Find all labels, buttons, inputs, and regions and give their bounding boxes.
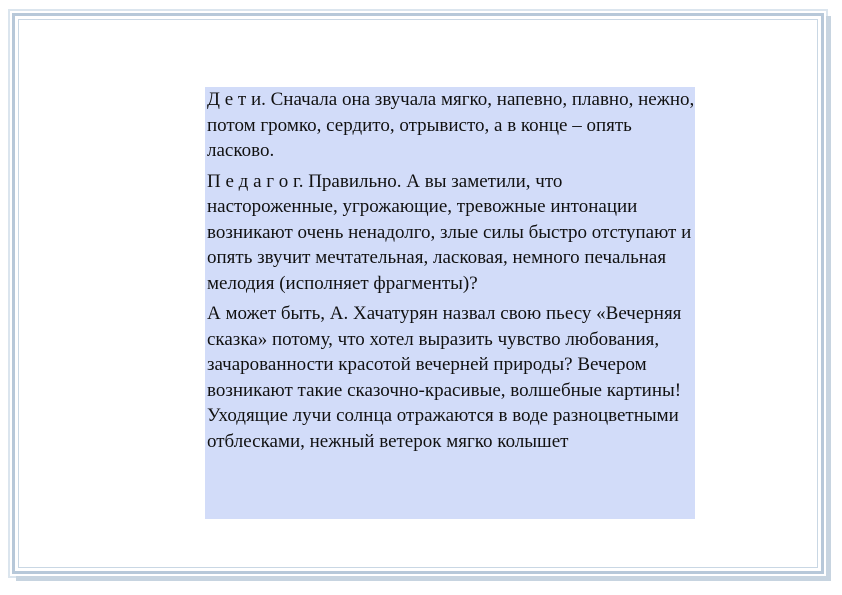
speaker-label: П е д а г о г.	[207, 170, 304, 192]
paragraph-children	[205, 87, 695, 164]
paragraph-khachaturian	[205, 301, 695, 454]
paragraph-text: Правильно. А вы заметили, что настороженные, угрожающие, тревожные интонации возникают очень ненадолго, злые силы быстро отступают и опять звучит мечтательная, ласковая, немного печальная мелодия (исполняет фрагменты)?	[207, 170, 692, 294]
text-box	[205, 87, 695, 519]
frame-shadow-bottom	[16, 576, 831, 581]
speaker-label: Д е т и.	[207, 89, 266, 110]
frame-shadow-right	[826, 16, 831, 579]
paragraph-text: А может быть, А. Хачатурян назвал свою пьесу «Вечерняя сказка» потому, что хотел выразить чувство любования, зачарованности красотой вечерней природы? Вечером возникают такие сказочно-красивые, волшебные картины! Уходящие лучи солнца отражаются в воде разноцветными отблесками, нежный ветерок мягко колышет	[207, 303, 682, 452]
paragraph-teacher	[205, 169, 695, 297]
paragraph-text: Сначала она звучала мягко, напевно, плавно, нежно, потом громко, сердито, отрывисто, а в конце – опять ласково.	[207, 89, 695, 161]
